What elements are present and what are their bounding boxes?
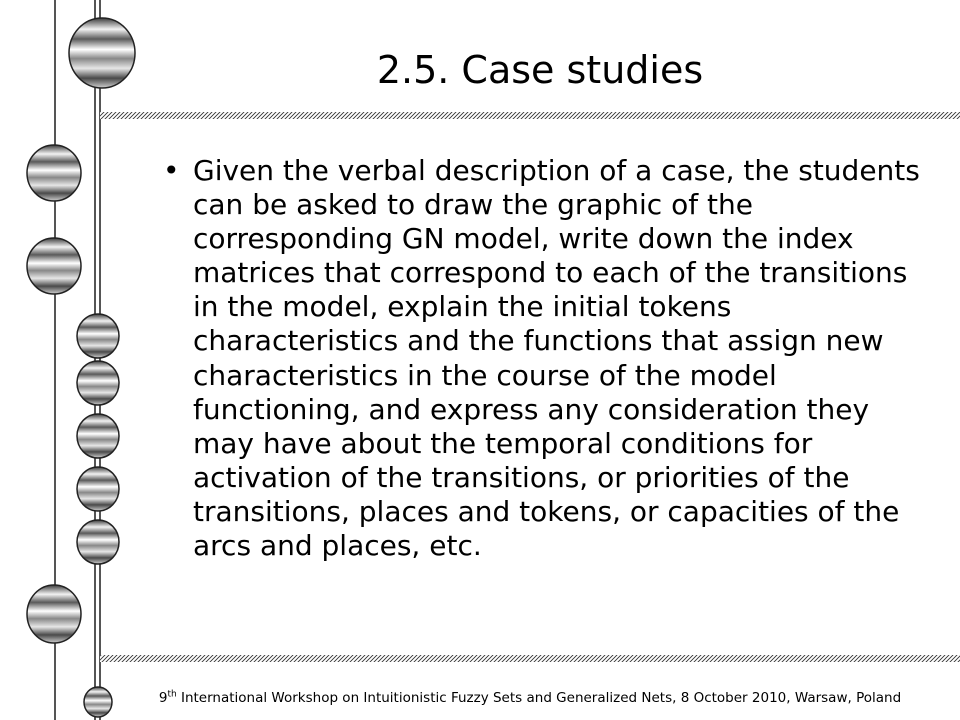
bead-right-4 (77, 467, 119, 511)
bullet-list (160, 154, 925, 563)
bead-small-bottom (84, 687, 112, 717)
bullet-text: Given the verbal description of a case, the students can be asked to draw the graphic of the corresponding GN model, write down the index matrices that correspond to each of the transitions in the model, explain the initial tokens characteristics and the functions that assign new characteristics in the course of the model functioning, and express any consideration they may have about the temporal conditions for activation of the transitions, or priorities of the transitions, places and tokens, or capacities of the arcs and places, etc. (193, 154, 920, 563)
footer-ordinal-suffix: th (167, 689, 177, 700)
footer (130, 688, 930, 708)
bullet-dot: • (163, 154, 180, 187)
slide-title: 2.5. Case studies (376, 48, 704, 92)
bead-left-3 (27, 585, 81, 643)
bead-right-5 (77, 520, 119, 564)
bead-right-1 (77, 314, 119, 358)
bottom-hatched-bar (100, 655, 960, 662)
bead-right-3 (77, 414, 119, 458)
bullet-item (160, 154, 925, 563)
footer-ordinal-number: 9 (158, 690, 168, 706)
bead-right-2 (77, 361, 119, 405)
abacus-beads (27, 18, 135, 717)
footer-text: International Workshop on Intuitionistic Fuzzy Sets and Generalized Nets, 8 October 2010, Warsaw, Poland (176, 690, 902, 706)
top-hatched-bar (100, 112, 960, 119)
bead-large-top (69, 18, 135, 88)
bead-left-2 (27, 238, 81, 294)
bead-left-1 (27, 145, 81, 201)
